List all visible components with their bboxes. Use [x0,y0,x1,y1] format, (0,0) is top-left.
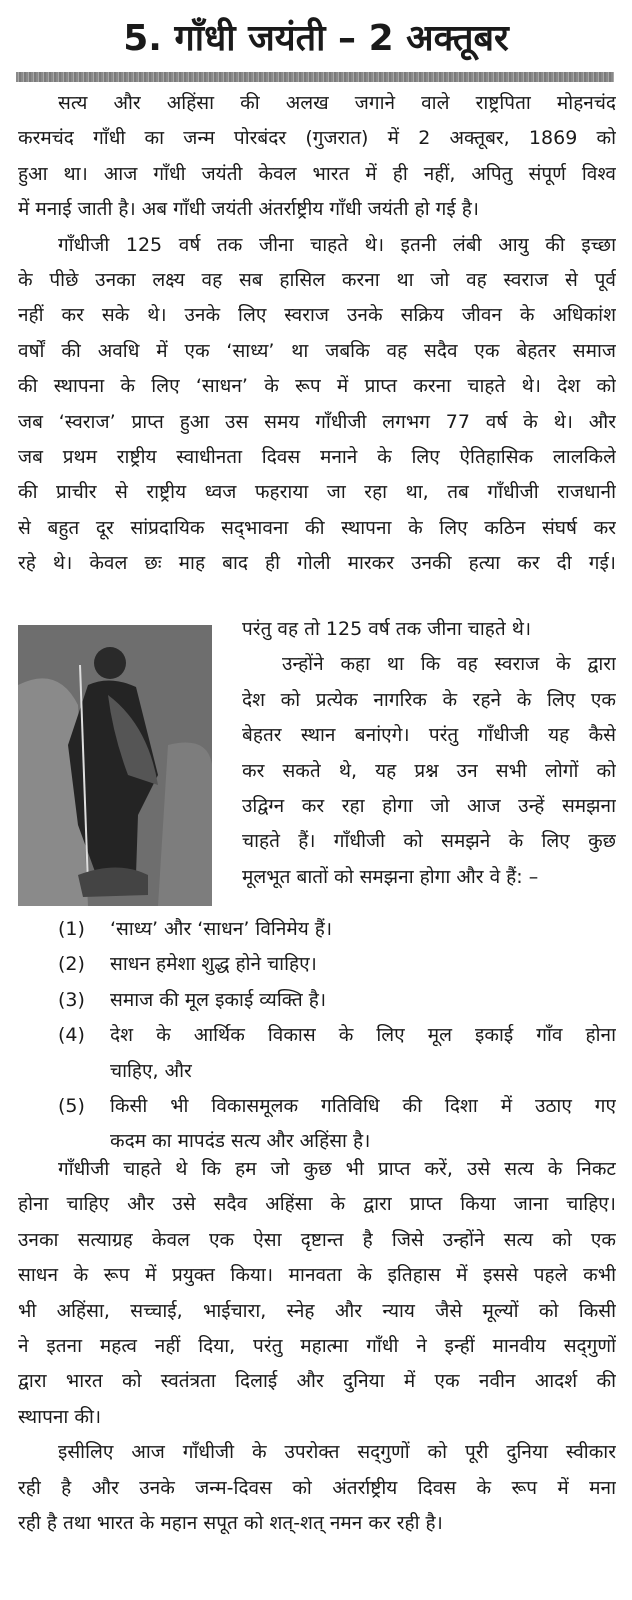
text-line: द्वारा भारत को स्वतंत्रता दिलाई और दुनिया में एक नवीन आदर्श की [18,1370,616,1393]
text-line: मूलभूत बातों को समझना होगा और वे हैं: – [242,865,539,888]
text-line: करमचंद गाँधी का जन्म पोरबंदर (गुजरात) में 2 अक्तूबर, 1869 को [18,127,616,150]
text-line: वर्षों की अवधि में एक ‘साध्य’ था जबकि वह सदैव एक बेहतर समाज [18,339,616,362]
text-line: उद्विग्न कर रहा होगा जो आज उन्हें समझना [242,794,616,817]
list-item-line [58,947,616,982]
text-line: गाँधीजी चाहते थे कि हम जो कुछ भी प्राप्त करें, उसे सत्य के निकट [58,1158,616,1180]
list-item-line [58,983,616,1018]
list-item-text: समाज की मूल इकाई व्यक्ति है। [110,988,327,1011]
list-number: (1) [58,918,85,940]
text-line: भी अहिंसा, सच्चाई, भाईचारा, स्नेह और न्याय जैसे मूल्यों को किसी [18,1299,616,1322]
text-line: जब प्रथम राष्ट्रीय स्वाधीनता दिवस मनाने के लिए ऐतिहासिक लालकिले [18,445,616,468]
text-line: इसीलिए आज गाँधीजी के उपरोक्त सद्‌गुणों को पूरी दुनिया स्वीकार [58,1441,616,1464]
list-item-text: देश के आर्थिक विकास के लिए मूल इकाई गाँव होना [110,1024,616,1047]
text-line: स्थापना की। [18,1405,102,1428]
title-divider [16,72,614,82]
text-line: रही है और उनके जन्म-दिवस को अंतर्राष्ट्रीय दिवस के रूप में मना [18,1476,616,1499]
list-number: (2) [58,953,85,976]
text-line: हुआ था। आज गाँधी जयंती केवल भारत में ही नहीं, अपितु संपूर्ण विश्व [18,162,616,185]
text-line: गाँधीजी 125 वर्ष तक जीना चाहते थे। इतनी लंबी आयु की इच्छा [58,233,616,256]
text-line: से बहुत दूर सांप्रदायिक सद्‌भावना की स्थापना के लिए कठिन संघर्ष कर [18,516,616,539]
text-line: नहीं कर सके थे। उनके लिए स्वराज उनके सक्रिय जीवन के अधिकांश [18,304,616,327]
text-line: रही है तथा भारत के महान सपूत को शत्-शत् नमन कर रही है। [18,1511,443,1534]
text-line: रहे थे। केवल छः माह बाद ही गोली मारकर उनकी हत्या कर दी गई। [18,552,616,575]
text-line: उनका सत्याग्रह केवल एक ऐसा दृष्टान्त है जिसे उन्होंने सत्य को एक [18,1228,616,1251]
list-item-line [58,1089,616,1124]
text-line: कर सकते थे, यह प्रश्न उन सभी लोगों को [242,759,616,782]
principles-list [58,912,616,1160]
list-item-text: साधन हमेशा शुद्ध होने चाहिए। [110,953,317,976]
text-line: साधन के रूप में प्रयुक्त किया। मानवता के इतिहास में इससे पहले कभी [18,1264,616,1287]
gandhi-statue-photo [18,625,212,906]
text-line: जब ‘स्वराज’ प्राप्त हुआ उस समय गाँधीजी लगभग 77 वर्ष के थे। और [18,410,616,433]
text-line: चाहते हैं। गाँधीजी को समझने के लिए कुछ [242,830,616,853]
list-item-text: चाहिए, और [110,1059,192,1082]
list-number [58,1054,110,1089]
text-line: उन्होंने कहा था कि वह स्वराज के द्वारा [282,653,616,676]
text-line: की प्राचीर से राष्ट्रीय ध्वज फहराया जा रहा था, तब गाँधीजी राजधानी [18,481,616,504]
list-item-text: किसी भी विकासमूलक गतिविधि की दिशा में उठाए गए [110,1094,616,1117]
list-number: (5) [58,1094,85,1117]
list-item-text: ‘साध्य’ और ‘साधन’ विनिमेय हैं। [110,918,333,940]
text-line: परंतु वह तो 125 वर्ष तक जीना चाहते थे। [242,618,532,640]
text-line: देश को प्रत्येक नागरिक के रहने के लिए एक [242,688,616,711]
text-line: ने इतना महत्व नहीं दिया, परंतु महात्मा गाँधी ने इन्हीं मानवीय सद्‌गुणों [18,1334,616,1357]
side-paragraph [242,612,616,895]
text-line: सत्य और अहिंसा की अलख जगाने वाले राष्ट्रपिता मोहनचंद [58,92,616,114]
intro-paragraphs [18,86,616,581]
page-title: 5. गाँधी जयंती – 2 अक्तूबर [123,18,509,59]
list-item-text: कदम का मापदंड सत्य और अहिंसा है। [110,1130,371,1153]
list-item-line [58,1018,616,1053]
list-item-line [58,1054,616,1089]
text-line: में मनाई जाती है। अब गाँधी जयंती अंतर्राष्ट्रीय गाँधी जयंती हो गई है। [18,198,480,221]
text-line: बेहतर स्थान बनांएगे। परंतु गाँधीजी यह कैसे [242,724,616,747]
list-item-line [58,912,616,947]
closing-paragraphs [18,1152,616,1541]
text-line: की स्थापना के लिए ‘साधन’ के रूप में प्राप्त करना चाहते थे। देश को [18,375,616,398]
list-number: (3) [58,988,85,1011]
text-line: के पीछे उनका लक्ष्य वह सब हासिल करना था जो वह स्वराज से पूर्व [18,268,616,291]
list-number: (4) [58,1024,85,1047]
text-line: होना चाहिए और उसे सदैव अहिंसा के द्वारा प्राप्त किया जाना चाहिए। [18,1193,616,1216]
